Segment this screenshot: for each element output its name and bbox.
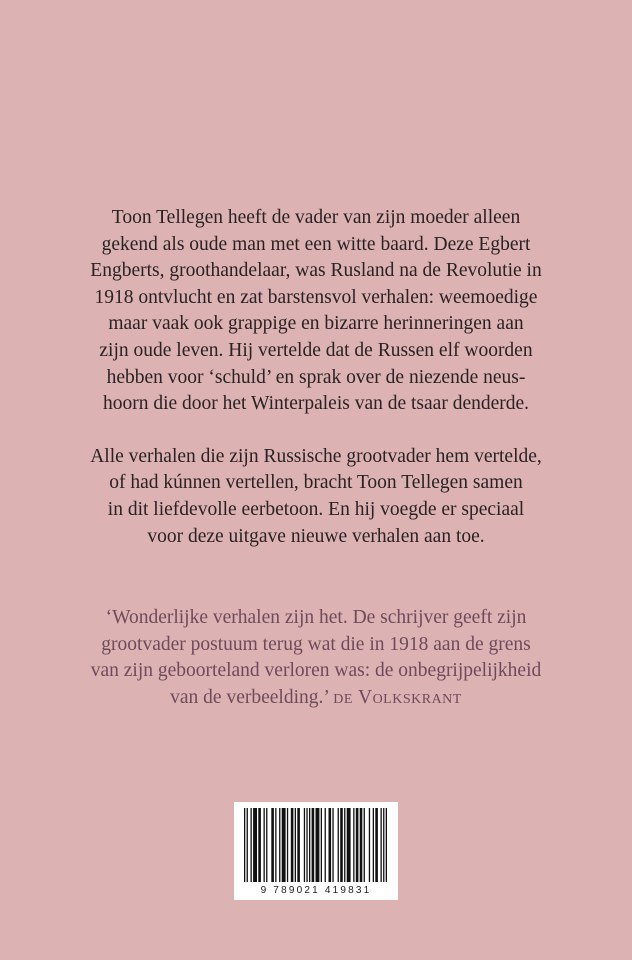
barcode-bar [383, 808, 384, 882]
barcode-bar [282, 808, 286, 882]
blurb-line: of had kúnnen vertellen, bracht Toon Tellegen samen [109, 472, 523, 494]
barcode-bar [279, 808, 280, 882]
barcode-bar [364, 808, 365, 882]
barcode-bar [244, 808, 245, 882]
blurb-line: 1918 ontvlucht en zat barstensvol verhalen: weemoedige [94, 286, 538, 308]
barcode-bar [304, 808, 305, 882]
barcode-bar [344, 808, 345, 882]
blurb-line: zijn oude leven. Hij vertelde dat de Russen elf woorden [99, 339, 533, 361]
quote-source: de Volkskrant [333, 686, 462, 708]
blurb-line: in dit liefdevolle eerbetoon. En hij voegde er speciaal [107, 498, 525, 520]
barcode-bar [295, 808, 296, 882]
barcode-bar [275, 808, 276, 882]
barcode-bar [251, 808, 252, 882]
blurb-paragraph-2 [40, 444, 592, 550]
barcode-bar [386, 808, 387, 882]
blurb-line: maar vaak ook grappige en bizarre herinneringen aan [108, 313, 524, 335]
blurb-line: Toon Tellegen heeft de vader van zijn moeder alleen [111, 207, 521, 228]
barcode-bar [271, 808, 274, 882]
quote-line: van zijn geboorteland verloren was: de onbegrijpelijkheid [90, 660, 542, 682]
quote-last-line [40, 685, 592, 712]
blurb-line: hebben voor ‘schuld’ en sprak over de niezende neus- [106, 366, 526, 388]
isbn-number: 9 789021 419831 [260, 885, 372, 896]
blurb-line: hoorn die door het Winterpaleis van de tsaar denderde. [102, 393, 530, 415]
barcode-bar [332, 808, 333, 882]
barcode-bar [325, 808, 326, 882]
barcode-bar [316, 808, 320, 882]
barcode-bar [347, 808, 351, 882]
barcode-bar [309, 808, 310, 882]
barcode-bar [312, 808, 315, 882]
quote-line: ‘Wonderlijke verhalen zijn het. De schrijver geeft zijn [105, 607, 527, 628]
quote-line: grootvader postuum terug wat die in 1918 aan de grens [101, 633, 531, 655]
barcode-bar [306, 808, 307, 882]
blurb-line: voor deze uitgave nieuwe verhalen aan toe. [147, 525, 485, 547]
barcode-bar [381, 808, 382, 882]
blurb-paragraph-1 [40, 205, 592, 418]
barcode-bar [340, 808, 343, 882]
barcode-bar [291, 808, 294, 882]
barcode-bar [373, 808, 374, 882]
barcode-bar [287, 808, 288, 882]
review-quote [40, 605, 592, 711]
barcode-bar [353, 808, 354, 882]
barcode-bars [242, 808, 390, 882]
book-blurb [40, 205, 592, 550]
quote-text: van de verbeelding.’ [170, 686, 329, 708]
blurb-line: gekend als oude man met een witte baard. Deze Egbert [101, 233, 531, 255]
isbn-barcode [234, 802, 398, 900]
barcode-bar [356, 808, 359, 882]
barcode-bar [253, 808, 257, 882]
barcode-bar [297, 808, 300, 882]
barcode-bar [338, 808, 339, 882]
barcode-bar [360, 808, 363, 882]
barcode-bar [247, 808, 248, 882]
barcode-bar [266, 808, 267, 882]
barcode-bar [329, 808, 332, 882]
barcode-bar [264, 808, 265, 882]
barcode-bar [375, 808, 378, 882]
blurb-line: Engberts, groothandelaar, was Rusland na de Revolutie in [90, 260, 542, 282]
barcode-bar [369, 808, 370, 882]
blurb-line: Alle verhalen die zijn Russische grootvader hem vertelde, [90, 445, 542, 467]
barcode-bar [258, 808, 261, 882]
barcode-bar [321, 808, 322, 882]
